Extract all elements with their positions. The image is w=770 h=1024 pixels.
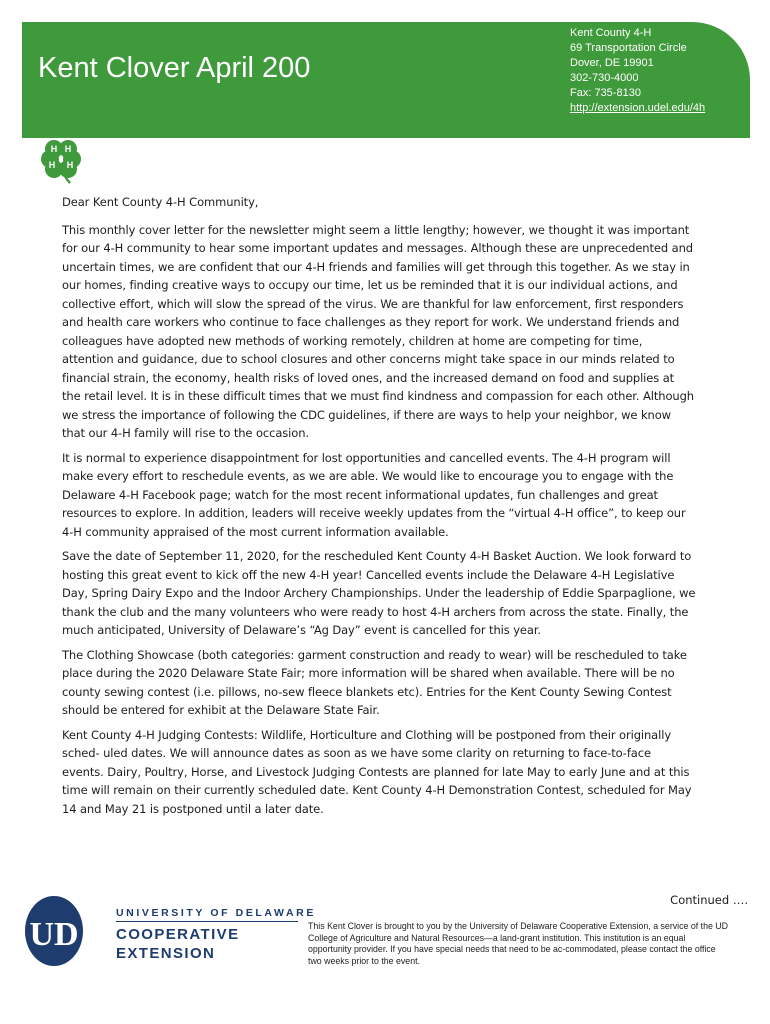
contact-fax: Fax: 735-8130 <box>570 87 641 99</box>
extension-label: EXTENSION <box>116 945 216 962</box>
svg-text:H: H <box>66 160 74 170</box>
greeting: Dear Kent County 4-H Community, <box>62 195 259 209</box>
paragraph-1: This monthly cover letter for the newsletter might seem a little lengthy; however, we thought it was important for our 4-H community to hear some important updates and messages. Although these are unprecedented and uncertain times, we are confident that our 4-H friends and families will get through this together. As we stay in our homes, finding creative ways to occupy our time, let us be reminded that it is our individual actions, and collective effort, which will slow the spread of the virus. We are thankful for law enforcement, first responders and health care workers who continue to face challenges as they report for work. We understand friends and colleagues have adopted new methods of working remotely, children at home are competing for time, attention and guidance, due to school closures and other concerns might take space in our minds related to financial strain, the economy, health risks of loved ones, and the increased demand on food and supplies at the retail level. It is in these difficult times that we must find kindness and compassion for each other. Although we stress the importance of following the CDC guidelines, if there are ways to help your neighbor, we know that our 4-H family will rise to the occasion. <box>62 222 694 440</box>
newsletter-title: Kent Clover April 200 <box>38 52 311 84</box>
letter-body <box>62 193 696 824</box>
contact-phone: 302-730-4000 <box>570 72 639 84</box>
header-banner <box>22 22 750 138</box>
extension-link[interactable]: http://extension.udel.edu/4h <box>570 102 706 114</box>
footer-divider <box>116 921 298 922</box>
svg-text:H: H <box>64 144 72 154</box>
cooperative-label: COOPERATIVE <box>116 926 240 943</box>
svg-text:UD: UD <box>29 916 79 953</box>
paragraph-5: Kent County 4-H Judging Contests: Wildlife, Horticulture and Clothing will be postponed from their originally sched- uled dates. We will announce dates as soon as we have some clarity on returning to face-to-face events. Dairy, Poultry, Horse, and Livestock Judging Contests are planned for late May to early June and at this time will remain on their currently scheduled date. Kent County 4-H Demonstration Contest, scheduled for May 14 and May 21 is postponed until a later date. <box>62 727 692 816</box>
contact-org: Kent County 4-H <box>570 27 652 39</box>
contact-block <box>570 26 705 116</box>
paragraph-3: Save the date of September 11, 2020, for the rescheduled Kent County 4-H Basket Auction. We look forward to hosting this great event to kick off the new 4-H year! Cancelled events include the Delaware 4-H Legislative Day, Spring Dairy Expo and the Indoor Archery Championships. Under the leadership of Eddie Sparpaglione, we thank the club and the many volunteers who were ready to host 4-H archers from across the state. Finally, the much anticipated, University of Delaware’s “Ag Day” event is cancelled for this year. <box>62 549 696 637</box>
svg-text:H: H <box>50 144 58 154</box>
footer-disclaimer: This Kent Clover is brought to you by the University of Delaware Cooperative Extension, a service of the UD College of Agriculture and Natural Resources—a land-grant institution. This institution is an equal opportunity provider. If you have special needs that need to be ac-commodated, please contact the office two weeks prior to the event. <box>308 921 729 966</box>
continued-note: Continued …. <box>670 893 748 907</box>
svg-text:H: H <box>48 160 56 170</box>
contact-city: Dover, DE 19901 <box>570 57 654 69</box>
contact-street: 69 Transportation Circle <box>570 42 687 54</box>
4h-clover-icon <box>37 136 85 184</box>
ud-logo-icon <box>24 895 84 967</box>
paragraph-2: It is normal to experience disappointment for lost opportunities and cancelled events. The 4-H program will make every effort to reschedule events, as we are able. We would like to encourage you to engage with the Delaware 4-H Facebook page; watch for the most recent informational updates, fun challenges and great resources to explore. In addition, leaders will receive weekly updates from the “virtual 4-H office”, to keep our 4-H community appraised of the most current information available. <box>62 450 686 539</box>
university-name: UNIVERSITY OF DELAWARE <box>116 907 316 919</box>
paragraph-4: The Clothing Showcase (both categories: garment construction and ready to wear) will be rescheduled to take place during the 2020 Delaware State Fair; more information will be shared when available. There will be no county sewing contest (i.e. pillows, no-sew fleece blankets etc). Entries for the Kent County Sewing Contest should be entered for exhibit at the Delaware State Fair. <box>62 647 687 717</box>
